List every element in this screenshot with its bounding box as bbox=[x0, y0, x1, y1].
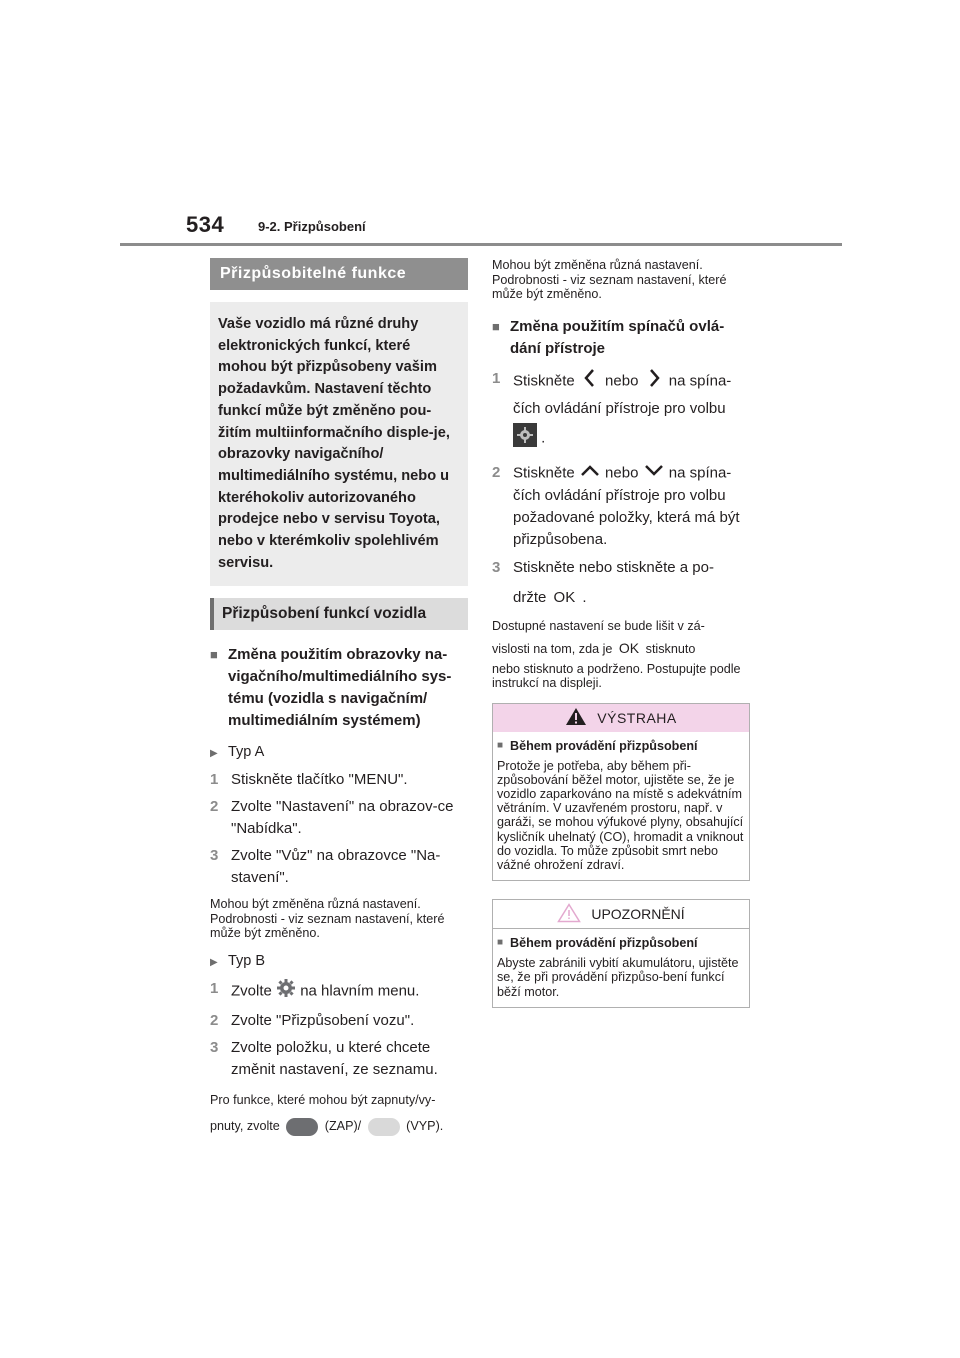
triangle-bullet-icon: ▶ bbox=[210, 956, 218, 968]
step-item: 1 Zvolte na hlavním menu. bbox=[210, 978, 468, 1005]
subheading-switches: ■ Změna použitím spínačů ovlá-dání přístroje bbox=[492, 316, 750, 360]
type-b-label: ▶ Typ B bbox=[210, 951, 468, 973]
settings-square-icon bbox=[513, 423, 537, 454]
availability-note: Dostupné nastavení se bude lišit v zá- vislosti na tom, zda je OK stisknuto nebo stisknuto a podrženo. Postupujte podle instrukcí na displeji. bbox=[492, 618, 741, 690]
square-bullet-icon: ■ bbox=[210, 647, 218, 663]
note-top: Mohou být změněna různá nastavení. Podrobnosti - viz seznam nastavení, které může být změněno. bbox=[492, 258, 727, 301]
steps-a bbox=[210, 769, 468, 889]
chevron-down-icon bbox=[643, 462, 665, 485]
ok-button-icon: OK bbox=[618, 639, 640, 656]
square-bullet-icon: ■ bbox=[497, 739, 504, 751]
warning-box bbox=[492, 703, 750, 882]
step-item: 1 Stiskněte tlačítko "MENU". bbox=[210, 771, 408, 789]
gear-icon bbox=[276, 978, 296, 1005]
notice-subheading: ■ Během provádění přizpůsobení bbox=[497, 936, 698, 951]
step-item: 3 Stiskněte nebo stiskněte a po- držte OK . bbox=[492, 558, 714, 606]
warning-triangle-icon bbox=[557, 903, 581, 926]
step-item: 2 Zvolte "Přizpůsobení vozu". bbox=[210, 1011, 415, 1029]
square-bullet-icon: ■ bbox=[497, 937, 504, 949]
left-column bbox=[210, 258, 468, 1139]
ok-button-icon: OK bbox=[553, 588, 576, 606]
square-bullet-icon: ■ bbox=[492, 318, 500, 334]
step-item: 2 Zvolte "Nastavení" na obrazov-ce "Nabídka". bbox=[210, 798, 454, 838]
step-item: 2 Stiskněte nebo na spína- čích ovládání přístroje pro volbu požadované položky, která má být přizpůsobena. bbox=[492, 463, 740, 548]
toggle-note: Pro funkce, které mohou být zapnuty/vy- pnuty, zvolte (ZAP)/ (VYP). bbox=[210, 1087, 468, 1139]
triangle-bullet-icon: ▶ bbox=[210, 748, 218, 760]
step-item: 3 Zvolte "Vůz" na obrazovce "Na-stavení". bbox=[210, 847, 441, 887]
notice-box bbox=[492, 899, 750, 1008]
step-item: 1 Stiskněte nebo na spína- čích ovládání přístroje pro volbu . bbox=[492, 368, 750, 454]
notice-header: UPOZORNĚNÍ bbox=[493, 900, 749, 929]
type-a-label: ▶ Typ A bbox=[210, 742, 468, 764]
chevron-up-icon bbox=[579, 462, 601, 485]
warning-subheading: ■ Během provádění přizpůsobení bbox=[497, 738, 698, 753]
warning-text: Protože je potřeba, aby během při-způsobování běžel motor, ujistěte se, že je vozidlo zaparkováno na místě s adekvátním větráním. V uzavřeném prostoru, např. v garáži, se mohou výfukové plyny, obsahující kysličník uhelnatý (CO), hromadit a vniknout do vozidla. To může způsobit smrt nebo vážné ohrožení zdraví. bbox=[497, 758, 744, 872]
page-number: 534 bbox=[186, 212, 225, 237]
warning-header: VÝSTRAHA bbox=[493, 704, 749, 732]
warning-triangle-icon bbox=[565, 707, 587, 729]
section-title: Přizpůsobitelné funkce bbox=[210, 258, 468, 290]
step-item: 3 Zvolte položku, u které chcete změnit nastavení, ze seznamu. bbox=[210, 1038, 438, 1078]
right-column bbox=[492, 258, 750, 1008]
section-title-vehicle: Přizpůsobení funkcí vozidla bbox=[210, 598, 468, 630]
toggle-off-icon bbox=[368, 1118, 400, 1136]
chevron-left-icon bbox=[579, 368, 601, 395]
toggle-on-icon bbox=[286, 1118, 318, 1136]
notice-text: Abyste zabránili vybití akumulátoru, ujistěte se, že při provádění přizpůso-bení funkcí běží motor. bbox=[497, 956, 739, 999]
chapter-title: 9-2. Přizpůsobení bbox=[258, 219, 366, 234]
note-a: Mohou být změněna různá nastavení. Podrobnosti - viz seznam nastavení, které může být změněno. bbox=[210, 897, 445, 941]
header-rule bbox=[120, 243, 842, 246]
intro-text: Vaše vozidlo má různé druhy elektronických funkcí, které mohou být přizpůsobeny vašim požadavkům. Nastavení těchto funkcí může být změněno pou-žitím multiinformačního disple-je, obrazovky navigačního/ multimediálního systému, nebo u kteréhokoliv autorizovaného prodejce nebo v servisu Toyota, nebo v kterémkoliv spolehlivém servisu. bbox=[210, 302, 468, 586]
chevron-right-icon bbox=[643, 368, 665, 395]
subheading-navigation: ■ Změna použitím obrazovky na-vigačního/multimediálního sys-tému (vozidla s navigačním/ multimediálním systémem) bbox=[210, 644, 468, 732]
